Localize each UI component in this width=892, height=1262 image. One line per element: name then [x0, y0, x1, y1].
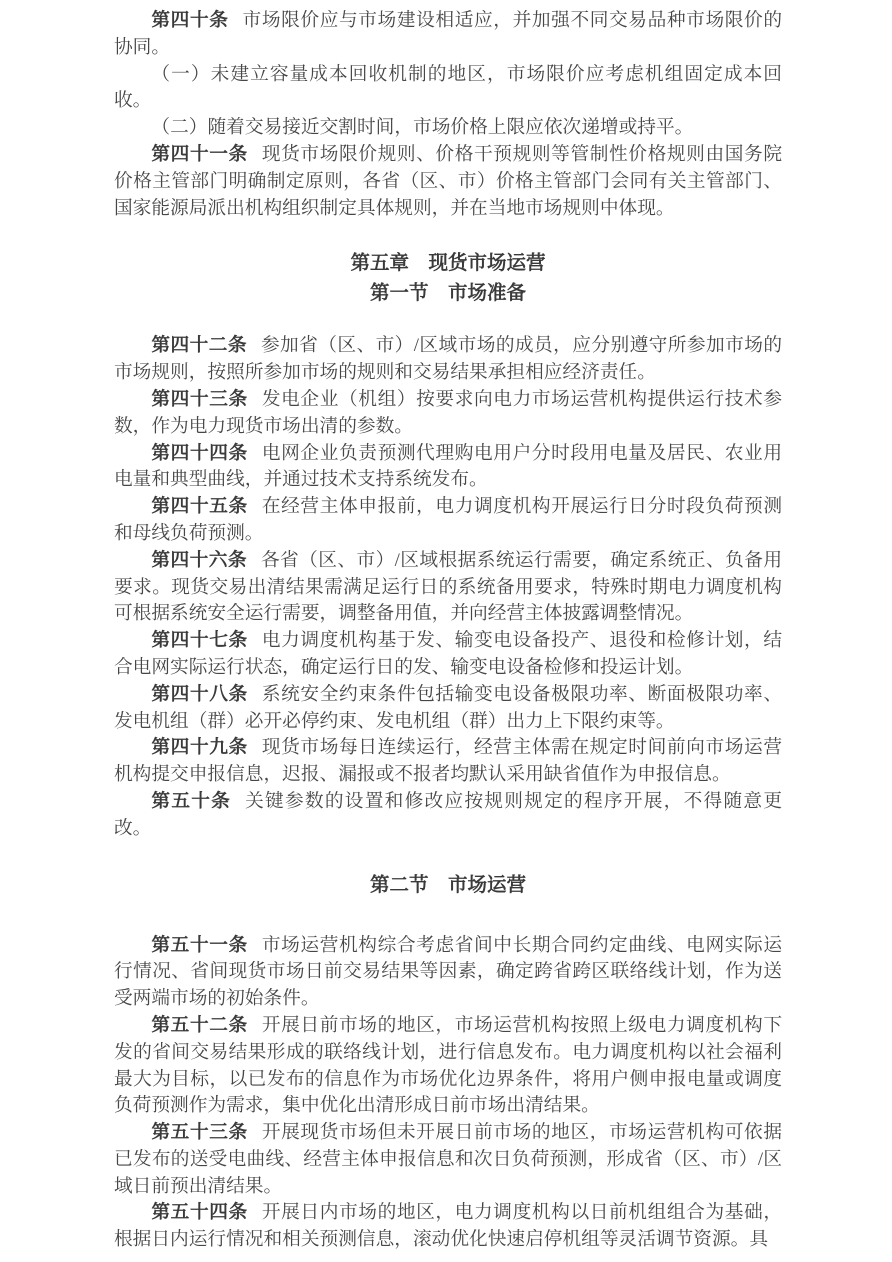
article-number: 第四十八条: [151, 683, 248, 705]
section-heading: 第二节 市场运营: [369, 874, 526, 896]
article-text: 发电企业（机组）按要求向电力市场运营机构提供运行技术参数，作为电力现货市场出清的参数。: [114, 388, 783, 437]
article-text: 现货市场每日连续运行，经营主体需在规定时间前向市场运营机构提交申报信息，迟报、漏报或不报者均默认采用缺省值作为申报信息。: [114, 737, 783, 786]
article-text: 电网企业负责预测代理购电用户分时段用电量及居民、农业用电量和典型曲线，并通过技术支持系统发布。: [114, 442, 783, 491]
article-number: 第四十四条: [151, 442, 248, 464]
article-number: 第四十九条: [151, 737, 248, 759]
article-paragraph: [114, 441, 782, 495]
article-text: 现货市场限价规则、价格干预规则等管制性价格规则由国务院价格主管部门明确制定原则，各省（区、市）价格主管部门会同有关主管部门、国家能源局派出机构组织制定具体规则，并在当地市场规则中体现。: [114, 143, 783, 219]
article-paragraph: [114, 789, 782, 843]
article-text: 市场限价应与市场建设相适应，并加强不同交易品种市场限价的协同。: [114, 10, 783, 58]
article-paragraph: [114, 628, 782, 682]
article-paragraph: [114, 494, 782, 548]
article-number: 第四十三条: [151, 388, 248, 410]
section-heading: 第一节 市场准备: [369, 283, 526, 305]
article-text: 开展日内市场的地区，电力调度机构以日前机组组合为基础，根据日内运行情况和相关预测信息，滚动优化快速启停机组等灵活调节资源。具: [114, 1202, 783, 1251]
article-paragraph: [114, 142, 782, 222]
article-text: 市场运营机构综合考虑省间中长期合同约定曲线、电网实际运行情况、省间现货市场日前交易结果等因素，确定跨省跨区联络线计划，作为送受两端市场的初始条件。: [114, 934, 783, 1010]
article-paragraph: [114, 1120, 782, 1200]
article-text: 开展现货市场但未开展日前市场的地区，市场运营机构可依据已发布的送受电曲线、经营主体申报信息和次日负荷预测，形成省（区、市）/区域日前预出清结果。: [114, 1122, 783, 1197]
article-text: （一）未建立容量成本回收机制的地区，市场限价应考虑机组固定成本回收。: [114, 63, 782, 112]
article-paragraph: [114, 387, 782, 441]
article-number: 第四十五条: [151, 496, 248, 518]
article-number: 第五十条: [151, 790, 232, 812]
article-text: 电力调度机构基于发、输变电设备投产、退役和检修计划，结合电网实际运行状态，确定运行日的发、输变电设备检修和投运计划。: [114, 630, 783, 678]
article-paragraph: [114, 1013, 782, 1120]
article-text: 在经营主体申报前，电力调度机构开展运行日分时段负荷预测和母线负荷预测。: [114, 496, 783, 544]
article-text: 关键参数的设置和修改应按规则规定的程序开展，不得随意更改。: [114, 790, 783, 839]
article-number: 第四十二条: [151, 335, 247, 357]
article-number: 第五十四条: [151, 1202, 248, 1224]
article-number: 第四十七条: [151, 630, 248, 652]
article-number: 第四十条: [151, 10, 229, 31]
article-paragraph: [114, 933, 782, 1013]
article-number: 第五十二条: [151, 1014, 248, 1036]
article-paragraph: [114, 1200, 782, 1254]
article-paragraph: [114, 735, 782, 789]
article-text: 各省（区、市）/区域根据系统运行需要，确定系统正、负备用要求。现货交易出清结果需满足运行日的系统备用要求，特殊时期电力调度机构可根据系统安全运行需要，调整备用值，并向经营主体披露调整情况。: [114, 549, 783, 625]
article-text: （二）随着交易接近交割时间，市场价格上限应依次递增或持平。: [151, 117, 694, 139]
article-number: 第五十一条: [151, 934, 248, 956]
item-paragraph: [114, 115, 782, 142]
article-number: 第五十三条: [151, 1122, 248, 1144]
article-paragraph: [114, 333, 782, 387]
article-text: 参加省（区、市）/区域市场的成员，应分别遵守所参加市场的市场规则，按照所参加市场的规则和交易结果承担相应经济责任。: [114, 335, 783, 384]
article-paragraph: [114, 548, 782, 628]
article-text: 开展日前市场的地区，市场运营机构按照上级电力调度机构下发的省间交易结果形成的联络线计划，进行信息发布。电力调度机构以社会福利最大为目标，以已发布的信息作为市场优化边界条件，将用户侧申报电量或调度负荷预测作为需求，集中优化出清形成日前市场出清结果。: [114, 1014, 783, 1117]
article-paragraph: [114, 8, 782, 62]
article-number: 第四十六条: [151, 549, 247, 571]
article-paragraph: [114, 682, 782, 736]
item-paragraph: [114, 62, 782, 116]
article-text: 系统安全约束条件包括输变电设备极限功率、断面极限功率、发电机组（群）必开必停约束、发电机组（群）出力上下限约束等。: [114, 683, 783, 732]
chapter-heading: 第五章 现货市场运营: [350, 253, 546, 275]
article-number: 第四十一条: [151, 143, 248, 165]
